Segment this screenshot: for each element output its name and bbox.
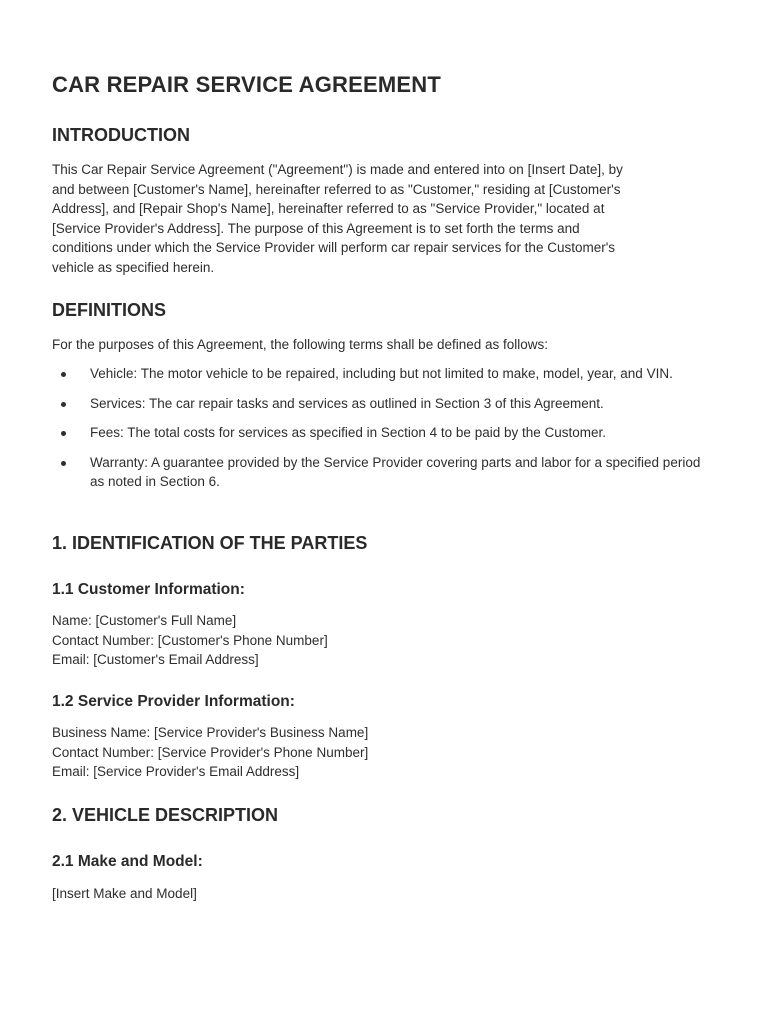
list-item xyxy=(52,453,705,492)
bullet-icon xyxy=(61,431,66,436)
customer-phone: Contact Number: [Customer's Phone Number] xyxy=(52,632,328,648)
bullet-icon xyxy=(61,461,66,466)
introduction-heading: INTRODUCTION xyxy=(52,125,190,145)
introduction-line: vehicle as specified herein. xyxy=(52,259,215,275)
provider-business-name: Business Name: [Service Provider's Business Name] xyxy=(52,725,369,740)
definition-text: Services: The car repair tasks and services as outlined in Section 3 of this Agreement. xyxy=(90,395,604,411)
list-item xyxy=(52,364,705,384)
customer-info-heading: 1.1 Customer Information: xyxy=(52,581,245,598)
bullet-icon xyxy=(61,402,66,407)
provider-email: Email: [Service Provider's Email Address] xyxy=(52,764,300,779)
provider-phone: Contact Number: [Service Provider's Phone Number] xyxy=(52,744,369,760)
definition-text: Warranty: A guarantee provided by the Service Provider covering parts and labor for a specified period as noted in Section 6. xyxy=(90,454,701,489)
list-item xyxy=(52,423,705,443)
section1-heading: 1. IDENTIFICATION OF THE PARTIES xyxy=(52,533,368,553)
bullet-icon xyxy=(61,372,66,377)
definition-text: Fees: The total costs for services as specified in Section 4 to be paid by the Customer. xyxy=(90,425,607,440)
section2-heading: 2. VEHICLE DESCRIPTION xyxy=(52,805,279,825)
customer-email: Email: [Customer's Email Address] xyxy=(52,652,259,667)
provider-info-heading: 1.2 Service Provider Information: xyxy=(52,693,295,710)
introduction-line: Address], and [Repair Shop's Name], hereinafter referred to as "Service Provider," located at xyxy=(52,201,605,216)
definitions-heading: DEFINITIONS xyxy=(52,300,167,320)
introduction-line: This Car Repair Service Agreement ("Agreement") is made and entered into on [Insert Date], by xyxy=(52,162,623,177)
introduction-paragraph xyxy=(52,160,717,277)
introduction-line: conditions under which the Service Provider will perform car repair services for the Customer's xyxy=(52,240,616,255)
make-model-heading: 2.1 Make and Model: xyxy=(52,853,203,870)
introduction-line: [Service Provider's Address]. The purpose of this Agreement is to set forth the terms and xyxy=(52,220,580,236)
introduction-line: and between [Customer's Name], hereinafter referred to as "Customer," residing at [Customer's xyxy=(52,181,621,197)
definitions-list xyxy=(52,364,722,502)
provider-info-block xyxy=(52,723,717,782)
definition-text: Vehicle: The motor vehicle to be repaired, including but not limited to make, model, year, and VIN. xyxy=(90,366,673,381)
list-item xyxy=(52,394,705,414)
definitions-intro: For the purposes of this Agreement, the following terms shall be defined as follows: xyxy=(52,337,549,352)
customer-info-block xyxy=(52,611,717,670)
document-title: CAR REPAIR SERVICE AGREEMENT xyxy=(52,72,442,97)
customer-name: Name: [Customer's Full Name] xyxy=(52,613,237,628)
make-model-value: [Insert Make and Model] xyxy=(52,886,197,901)
